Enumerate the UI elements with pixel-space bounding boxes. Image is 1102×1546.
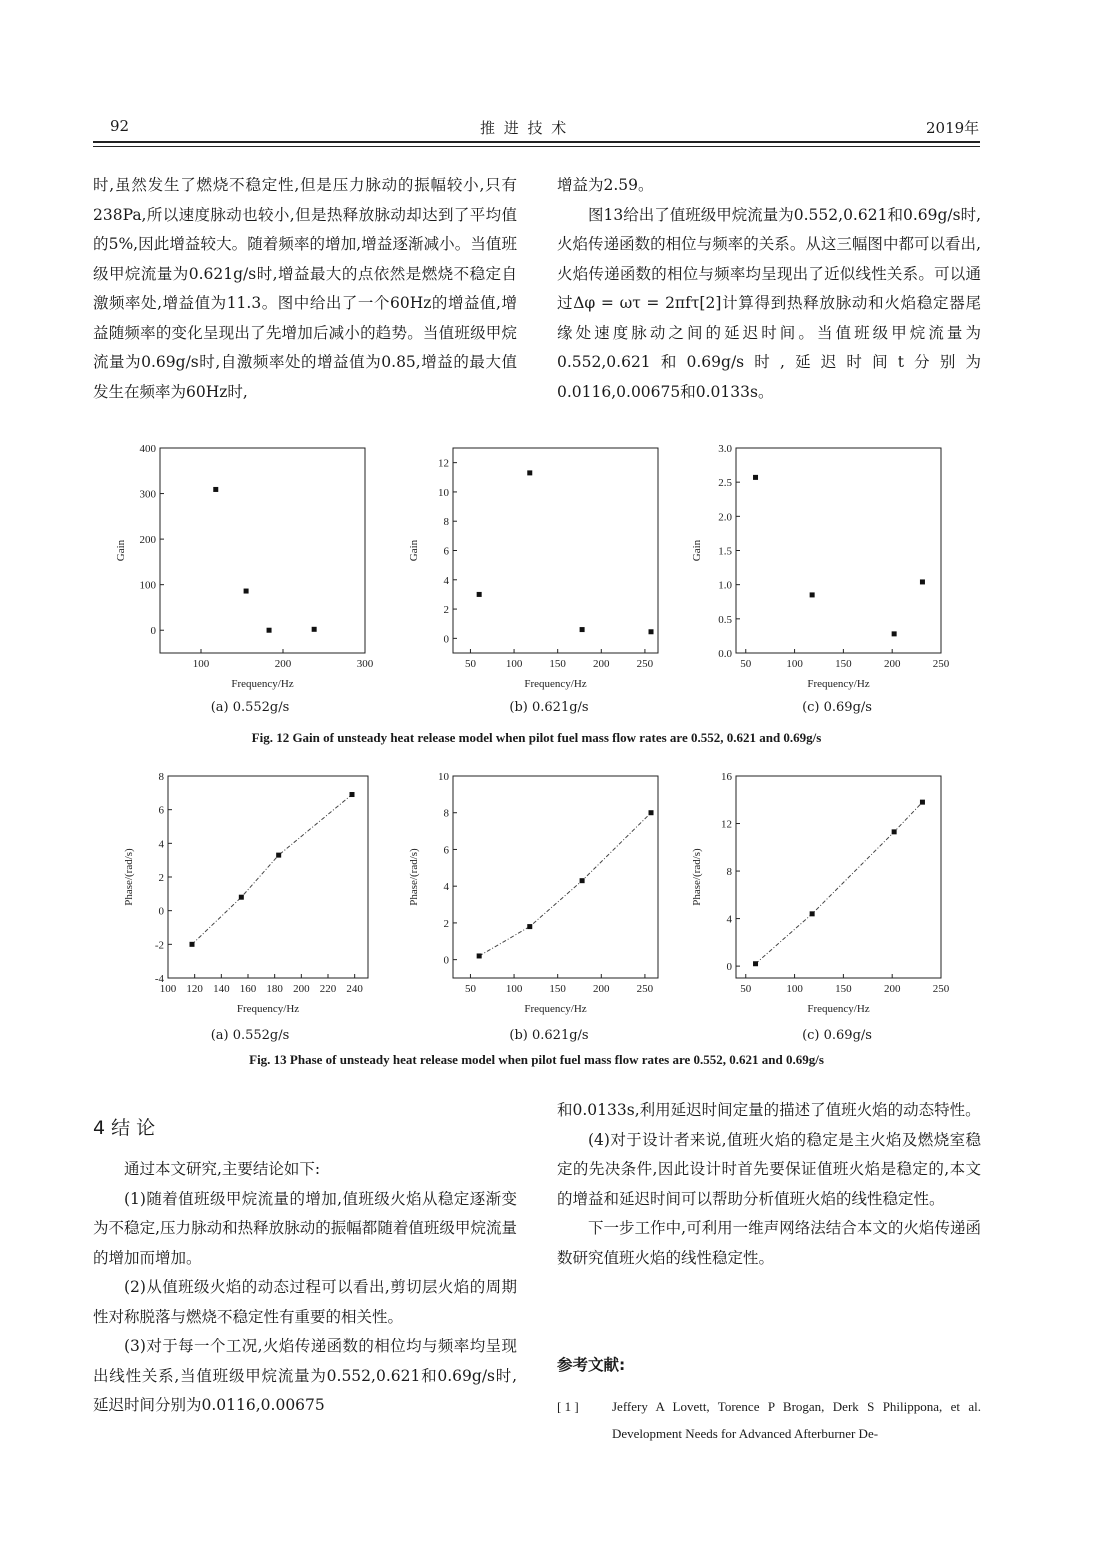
x-tick-label: 150 (835, 983, 852, 995)
data-point (649, 810, 654, 815)
data-point (920, 800, 925, 805)
plot-frame (453, 448, 658, 653)
y-tick-label: 10 (438, 771, 449, 783)
y-tick-label: 0 (158, 905, 164, 918)
x-axis-label: Frequency/Hz (807, 678, 870, 690)
data-point (213, 487, 218, 492)
paragraph: (3)对于每一个工况,火焰传递函数的相位均与频率均呈现出线性关系,当值班级甲烷流量为0.552,0.621和0.69g/s时,延迟时间分别为0.0116,0.00675 (93, 1337, 517, 1414)
y-axis-label: Gain (691, 539, 703, 562)
fig13-subcaption-b: (b) 0.621g/s (509, 1028, 589, 1043)
x-tick-label: 100 (505, 658, 523, 670)
fig12-subcaption-b: (b) 0.621g/s (509, 700, 589, 715)
y-tick-label: 2 (158, 872, 164, 884)
x-tick-label: 150 (549, 658, 566, 670)
x-tick-label: 50 (464, 658, 476, 670)
y-tick-label: 100 (139, 579, 156, 592)
data-point (267, 628, 272, 633)
y-tick-label: 0 (726, 961, 732, 974)
reference-item (557, 1393, 981, 1447)
x-tick-label: 50 (464, 983, 476, 995)
y-tick-label: 16 (721, 771, 732, 783)
x-tick-label: 250 (636, 658, 654, 670)
left-column-top (93, 171, 517, 407)
data-point (892, 829, 897, 834)
data-point (527, 924, 532, 929)
y-axis-label: Phase/(rad/s) (691, 848, 703, 906)
y-tick-label: -2 (154, 939, 164, 952)
x-tick-label: 300 (356, 658, 374, 670)
y-tick-label: 300 (139, 488, 156, 501)
y-tick-label: 0.0 (718, 648, 732, 660)
data-point (580, 627, 585, 632)
y-tick-label: 0 (443, 954, 449, 967)
y-tick-label: 2 (443, 604, 449, 617)
x-tick-label: 140 (213, 983, 230, 995)
left-column-bottom (93, 1155, 517, 1421)
y-tick-label: 2 (443, 917, 449, 930)
data-point (580, 878, 585, 883)
y-tick-label: 0 (443, 633, 449, 646)
data-point (810, 592, 815, 597)
header-rule-thin (93, 146, 980, 147)
series-line (192, 795, 352, 945)
paragraph: 图13给出了值班级甲烷流量为0.552,0.621和0.69g/s时,火焰传递函数的相位与频率的关系。从这三幅图中都可以看出,火焰传递函数的相位与频率均呈现出了近似线性关系。可以通过Δφ = ωτ = 2πfτ[2]计算得到热释放脉动和火焰稳定器尾缘处速度脉动之间的延迟时间。当值班级甲烷流量为0.552,0.621和0.69g/s时,延迟时间t分别为0.0116,0.00675和0.0133s。 (557, 205, 981, 401)
data-point (892, 631, 897, 636)
plot-frame (453, 776, 658, 978)
x-tick-label: 100 (192, 658, 210, 670)
y-tick-label: 4 (443, 881, 449, 894)
data-point (649, 629, 654, 634)
x-tick-label: 150 (835, 658, 852, 670)
x-tick-label: 100 (786, 658, 803, 670)
y-tick-label: -4 (154, 973, 164, 985)
paragraph: (4)对于设计者来说,值班火焰的稳定是主火焰及燃烧室稳定的先决条件,因此设计时首先要保证值班火焰是稳定的,本文的增益和延迟时间可以帮助分析值班火焰的线性稳定性。 (557, 1130, 981, 1208)
paragraph: 通过本文研究,主要结论如下: (124, 1160, 321, 1178)
year: 2019年 (926, 119, 980, 137)
right-column-bottom (557, 1096, 981, 1273)
data-point (239, 895, 244, 900)
y-tick-label: 8 (726, 866, 732, 879)
fig12-caption: Fig. 12 Gain of unsteady heat release model when pilot fuel mass flow rates are 0.552, 0.621 and 0.69g/s (251, 730, 822, 745)
y-tick-label: 1.0 (718, 579, 732, 592)
chart-fig12c (676, 440, 966, 700)
paragraph: 增益为2.59。 (557, 176, 654, 194)
journal-title: 推 进 技 术 (480, 119, 569, 137)
data-point (244, 589, 249, 594)
y-tick-label: 2.0 (718, 511, 732, 524)
x-tick-label: 250 (932, 658, 950, 670)
y-tick-label: 4 (158, 838, 164, 851)
x-tick-label: 100 (159, 983, 177, 995)
paragraph: (2)从值班级火焰的动态过程可以看出,剪切层火焰的周期性对称脱落与燃烧不稳定性有重要的相关性。 (93, 1278, 517, 1326)
y-axis-label: Gain (115, 539, 127, 562)
series-line (479, 813, 651, 956)
y-tick-label: 8 (443, 807, 449, 820)
plot-frame (160, 448, 365, 653)
y-tick-label: 8 (443, 516, 449, 529)
plot-frame (736, 776, 941, 978)
y-axis-label: Phase/(rad/s) (123, 848, 135, 906)
y-tick-label: 10 (438, 486, 449, 499)
data-point (920, 579, 925, 584)
fig13-caption: Fig. 13 Phase of unsteady heat release model when pilot fuel mass flow rates are 0.552, 0.621 and 0.69g/s (249, 1052, 824, 1067)
x-axis-label: Frequency/Hz (236, 1003, 300, 1015)
y-tick-label: 4 (726, 913, 732, 926)
data-point (477, 592, 482, 597)
y-tick-label: 6 (443, 545, 449, 558)
fig12-subcaption-c: (c) 0.69g/s (802, 700, 872, 715)
y-axis-label: Phase/(rad/s) (408, 848, 420, 906)
y-tick-label: 1.5 (718, 545, 732, 558)
x-tick-label: 200 (274, 658, 292, 670)
references-heading: 参考文献: (557, 1356, 626, 1374)
y-tick-label: 200 (139, 534, 156, 547)
chart-fig13c (676, 768, 966, 1026)
y-tick-label: 400 (139, 443, 156, 455)
y-tick-label: 6 (158, 804, 164, 817)
x-tick-label: 200 (883, 983, 901, 995)
chart-fig12a (100, 440, 390, 700)
data-point (276, 853, 281, 858)
x-tick-label: 50 (740, 658, 752, 670)
y-tick-label: 3.0 (718, 443, 732, 455)
chart-fig13b (393, 768, 683, 1026)
right-column-top (557, 171, 981, 407)
y-tick-label: 12 (438, 457, 449, 470)
section-heading: 4 结 论 (93, 1117, 156, 1139)
x-tick-label: 100 (505, 983, 523, 995)
data-point (312, 627, 317, 632)
y-tick-label: 8 (158, 771, 164, 783)
x-tick-label: 120 (186, 983, 203, 995)
x-tick-label: 200 (593, 658, 610, 670)
paragraph: 和0.0133s,利用延迟时间定量的描述了值班火焰的动态特性。 (557, 1101, 981, 1119)
x-tick-label: 160 (239, 983, 257, 995)
x-tick-label: 180 (266, 983, 283, 995)
reference-number: [ 1 ] (557, 1399, 579, 1414)
data-point (753, 961, 758, 966)
y-tick-label: 0 (150, 625, 156, 638)
y-tick-label: 2.5 (718, 477, 732, 490)
y-tick-label: 12 (721, 818, 732, 831)
series-line (756, 802, 923, 964)
header-rule (93, 141, 980, 143)
x-tick-label: 150 (549, 983, 566, 995)
x-tick-label: 200 (293, 983, 310, 995)
y-axis-label: Gain (408, 539, 420, 562)
y-tick-label: 4 (443, 574, 449, 587)
data-point (810, 911, 815, 916)
page-number: 92 (110, 117, 130, 135)
x-tick-label: 240 (346, 983, 363, 995)
y-tick-label: 0.5 (718, 613, 732, 626)
x-axis-label: Frequency/Hz (807, 1003, 870, 1015)
x-tick-label: 200 (593, 983, 610, 995)
x-axis-label: Frequency/Hz (524, 1003, 587, 1015)
fig13-subcaption-c: (c) 0.69g/s (802, 1028, 872, 1043)
reference-text: Jeffery A Lovett, Torence P Brogan, Derk S Philippona, et al. Development Needs for Advanced Afterburner De- (612, 1399, 981, 1441)
x-tick-label: 250 (932, 983, 950, 995)
plot-frame (736, 448, 941, 653)
paragraph: 下一步工作中,可利用一维声网络法结合本文的火焰传递函数研究值班火焰的线性稳定性。 (557, 1219, 981, 1267)
paragraph: 时,虽然发生了燃烧不稳定性,但是压力脉动的振幅较小,只有238Pa,所以速度脉动也较小,但是热释放脉动却达到了平均值的5%,因此增益较大。随着频率的增加,增益逐渐减小。当值班级甲烷流量为0.621g/s时,增益最大的点依然是燃烧不稳定自激频率处,增益值为11.3。图中给出了一个60Hz的增益值,增益随频率的变化呈现出了先增加后减小的趋势。当值班级甲烷流量为0.69g/s时,自激频率处的增益值为0.85,增益的最大值发生在频率为60Hz时, (93, 176, 517, 401)
paragraph: (1)随着值班级甲烷流量的增加,值班级火焰从稳定逐渐变为不稳定,压力脉动和热释放脉动的振幅都随着值班级甲烷流量的增加而增加。 (93, 1189, 517, 1267)
x-tick-label: 200 (883, 658, 901, 670)
fig13-subcaption-a: (a) 0.552g/s (210, 1028, 290, 1043)
y-tick-label: 6 (443, 844, 449, 857)
chart-fig13a (100, 768, 390, 1026)
fig12-subcaption-a: (a) 0.552g/s (210, 700, 290, 715)
x-tick-label: 50 (740, 983, 752, 995)
x-axis-label: Frequency/Hz (231, 678, 294, 690)
chart-fig12b (393, 440, 683, 700)
data-point (753, 475, 758, 480)
data-point (477, 953, 482, 958)
x-axis-label: Frequency/Hz (524, 678, 587, 690)
x-tick-label: 100 (786, 983, 803, 995)
data-point (350, 792, 355, 797)
x-tick-label: 250 (636, 983, 654, 995)
data-point (527, 470, 532, 475)
data-point (190, 942, 195, 947)
x-tick-label: 220 (319, 983, 337, 995)
